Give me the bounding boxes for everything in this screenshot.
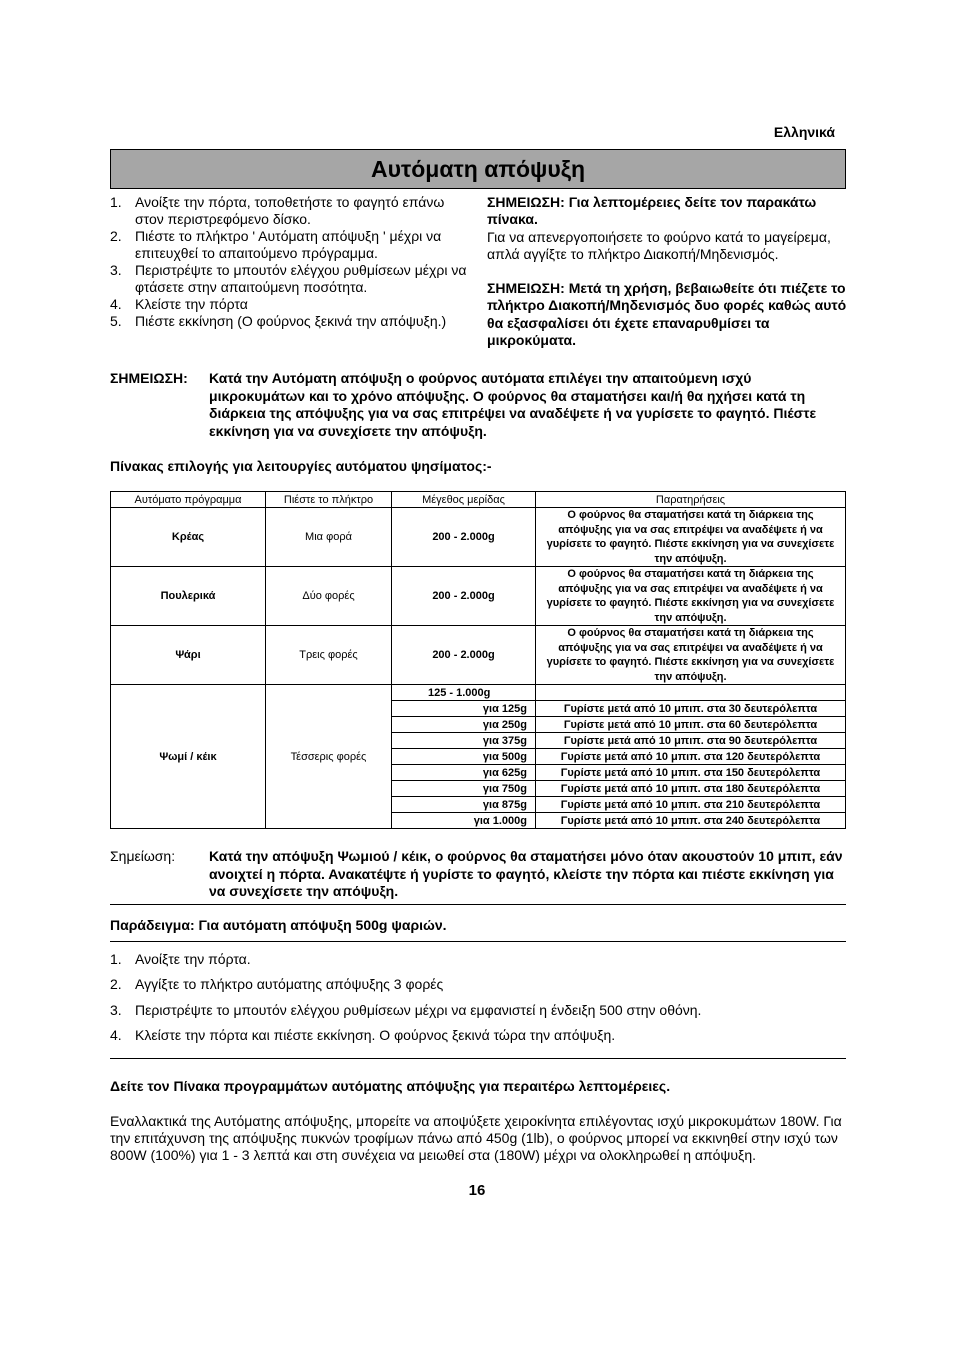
remark-cell: Γυρίστε μετά από 10 μπιπ. στα 60 δευτερόλεπτα <box>536 717 846 733</box>
step-text: Κλείστε την πόρτα <box>135 296 248 312</box>
press-cell: Τρεις φορές <box>266 626 392 685</box>
size-cell: 125 - 1.000g <box>392 685 536 701</box>
amount-cell: για 250g <box>392 717 536 733</box>
step-number: 2. <box>110 228 122 244</box>
program-cell: Ψάρι <box>111 626 266 685</box>
remark-cell <box>536 685 846 701</box>
press-cell: Τέσσερις φορές <box>266 685 392 829</box>
step-item <box>110 262 470 296</box>
table-row <box>111 567 846 626</box>
column-header: Αυτόματο πρόγραμμα <box>111 492 266 508</box>
step-item <box>110 194 470 228</box>
program-cell: Κρέας <box>111 508 266 567</box>
size-cell: 200 - 2.000g <box>392 567 536 626</box>
step-number: 1. <box>110 951 122 967</box>
step-item <box>110 228 470 262</box>
table-title: Πίνακας επιλογής για λειτουργίες αυτόματου ψησίματος:- <box>110 458 492 474</box>
note-auto-defrost <box>110 370 850 440</box>
example-step <box>110 1027 850 1052</box>
example-title: Παράδειγμα: Για αυτόματη απόψυξη 500g ψαριών. <box>110 917 447 933</box>
step-number: 1. <box>110 194 122 210</box>
size-cell: 200 - 2.000g <box>392 508 536 567</box>
column-header: Πιέστε το πλήκτρο <box>266 492 392 508</box>
remark-cell: Γυρίστε μετά από 10 μπιπ. στα 120 δευτερόλεπτα <box>536 749 846 765</box>
amount-cell: για 625g <box>392 765 536 781</box>
language-label: Ελληνικά <box>773 124 835 140</box>
remark-cell: Ο φούρνος θα σταματήσει κατά τη διάρκεια της απόψυξης για να σας επιτρέψει να αναδέψετε ή να γυρίσετε το φαγητό. Πιέστε εκκίνηση για να συνεχίσετε την απόψυξη. <box>536 567 846 626</box>
step-text: Κλείστε την πόρτα και πιέστε εκκίνηση. Ο φούρνος ξεκινά τώρα την απόψυξη. <box>135 1026 616 1043</box>
remark-cell: Γυρίστε μετά από 10 μπιπ. στα 180 δευτερόλεπτα <box>536 781 846 797</box>
page-number: 16 <box>468 1182 486 1199</box>
cancel-instruction: Για να απενεργοποιήσετε το φούρνο κατά το μαγείρεμα, απλά αγγίξτε το πλήκτρο Διακοπή/Μηδενισμός. <box>487 228 831 262</box>
example-step <box>110 1002 850 1027</box>
divider <box>110 941 846 942</box>
table-row <box>111 508 846 567</box>
step-text: Πιέστε εκκίνηση (Ο φούρνος ξεκινά την απόψυξη.) <box>135 313 447 329</box>
step-number: 4. <box>110 1026 122 1043</box>
program-cell: Ψωμί / κέικ <box>111 685 266 829</box>
amount-cell: για 750g <box>392 781 536 797</box>
note-label: ΣΗΜΕΙΩΣΗ: <box>110 370 188 386</box>
example-step <box>110 951 850 976</box>
step-number: 4. <box>110 296 122 312</box>
remark-cell: Γυρίστε μετά από 10 μπιπ. στα 30 δευτερόλεπτα <box>536 701 846 717</box>
step-number: 5. <box>110 313 122 329</box>
size-cell: 200 - 2.000g <box>392 626 536 685</box>
remark-cell: Γυρίστε μετά από 10 μπιπ. στα 210 δευτερόλεπτα <box>536 797 846 813</box>
amount-cell: για 375g <box>392 733 536 749</box>
step-item <box>110 296 470 313</box>
see-table-note: Δείτε τον Πίνακα προγραμμάτων αυτόματης απόψυξης για περαιτέρω λεπτομέρειες. <box>110 1078 671 1094</box>
remark-cell: Γυρίστε μετά από 10 μπιπ. στα 150 δευτερόλεπτα <box>536 765 846 781</box>
step-text: Περιστρέψτε το μπουτόν ελέγχου ρυθμίσεων μέχρι να εμφανιστεί η ένδειξη 500 στην οθόνη. <box>135 1001 702 1018</box>
remark-cell: Γυρίστε μετά από 10 μπιπ. στα 240 δευτερόλεπτα <box>536 813 846 829</box>
step-text: Περιστρέψτε το μπουτόν ελέγχου ρυθμίσεων μέχρι να φτάσετε στην απαιτούμενη ποσότητα. <box>135 262 467 295</box>
note-text: Κατά την απόψυξη Ψωμιού / κέικ, ο φούρνος θα σταματήσει μόνο όταν ακουστούν 10 μπιπ, εάν ανοιχτεί η πόρτα. Ανακατέψτε ή γυρίστε το φαγητό, κλείστε την πόρτα και πιέστε εκκίνηση για να συνεχίσετε την απόψυξη. <box>209 848 843 899</box>
divider <box>110 1058 846 1059</box>
step-text: Ανοίξτε την πόρτα, τοποθετήστε το φαγητό επάνω στον περιστρεφόμενο δίσκο. <box>135 194 445 227</box>
step-number: 3. <box>110 1001 122 1018</box>
defrost-program-table <box>110 491 846 829</box>
step-number: 3. <box>110 262 122 278</box>
table-header-row <box>111 492 846 508</box>
step-number: 2. <box>110 976 122 993</box>
note-bread-defrost <box>110 848 850 901</box>
amount-cell: για 125g <box>392 701 536 717</box>
step-text: Πιέστε το πλήκτρο ' Αυτόματη απόψυξη ' μέχρι να επιτευχθεί το απαιτούμενο πρόγραμμα. <box>135 228 442 261</box>
amount-cell: για 875g <box>392 797 536 813</box>
spacer <box>487 263 847 280</box>
amount-cell: για 1.000g <box>392 813 536 829</box>
table-row <box>111 685 846 701</box>
remark-cell: Ο φούρνος θα σταματήσει κατά τη διάρκεια της απόψυξης για να σας επιτρέψει να αναδέψετε ή να γυρίσετε το φαγητό. Πιέστε εκκίνηση για να συνεχίσετε την απόψυξη. <box>536 508 846 567</box>
remark-cell: Ο φούρνος θα σταματήσει κατά τη διάρκεια της απόψυξης για να σας επιτρέψει να αναδέψετε ή να γυρίσετε το φαγητό. Πιέστε εκκίνηση για να συνεχίσετε την απόψυξη. <box>536 626 846 685</box>
step-item <box>110 313 470 330</box>
note-see-table: ΣΗΜΕΙΩΣΗ: Για λεπτομέρειες δείτε τον παρακάτω πίνακα. <box>487 194 817 228</box>
manual-defrost-paragraph: Εναλλακτικά της Αυτόματης απόψυξης, μπορείτε να αποψύξετε χειροκίνητα επιλέγοντας ισχύ μικροκυμάτων 180W. Για την επιτάχυνση της απόψυξης πυκνών τροφίμων πάνω από 450g (1lb), ο φούρνος μπορεί να εκκινηθεί στην ισχύ των 800W (100%) για 1 - 3 λεπτά και στη συνέχεια να μειωθεί στα (180W) μέχρι να ολοκληρωθεί η απόψυξη. <box>110 1113 842 1163</box>
table-row <box>111 626 846 685</box>
note-after-use: ΣΗΜΕΙΩΣΗ: Μετά τη χρήση, βεβαιωθείτε ότι πιέζετε το πλήκτρο Διακοπή/Μηδενισμός δυο φορές καθώς αυτό θα εξασφαλίσει ότι έχετε επαναρυθμίσει τα μικροκύματα. <box>487 280 847 349</box>
remark-cell: Γυρίστε μετά από 10 μπιπ. στα 90 δευτερόλεπτα <box>536 733 846 749</box>
example-step <box>110 976 850 1001</box>
example-steps <box>110 951 850 1052</box>
right-column-notes <box>487 194 847 349</box>
press-cell: Μια φορά <box>266 508 392 567</box>
step-text: Ανοίξτε την πόρτα. <box>135 951 251 967</box>
column-header: Παρατηρήσεις <box>536 492 846 508</box>
note-label: Σημείωση: <box>110 848 176 864</box>
step-text: Αγγίξτε το πλήκτρο αυτόματης απόψυξης 3 φορές <box>135 976 444 993</box>
note-text: Κατά την Αυτόματη απόψυξη ο φούρνος αυτόματα επιλέγει την απαιτούμενη ισχύ μικροκυμάτων και το χρόνο απόψυξης. Ο φούρνος θα σταματήσει και/ή θα ηχήσει κατά τη διάρκεια της απόψυξης για να σας επιτρέψει να αναδέψετε ή να γυρίσετε το φαγητό. Πιέστε εκκίνηση για να συνεχίσετε την απόψυξη. <box>209 370 817 439</box>
page-title: Αυτόματη απόψυξη <box>110 149 846 189</box>
divider <box>110 904 846 905</box>
press-cell: Δύο φορές <box>266 567 392 626</box>
program-cell: Πουλερικά <box>111 567 266 626</box>
amount-cell: για 500g <box>392 749 536 765</box>
column-header: Μέγεθος μερίδας <box>392 492 536 508</box>
instruction-steps <box>110 194 470 330</box>
